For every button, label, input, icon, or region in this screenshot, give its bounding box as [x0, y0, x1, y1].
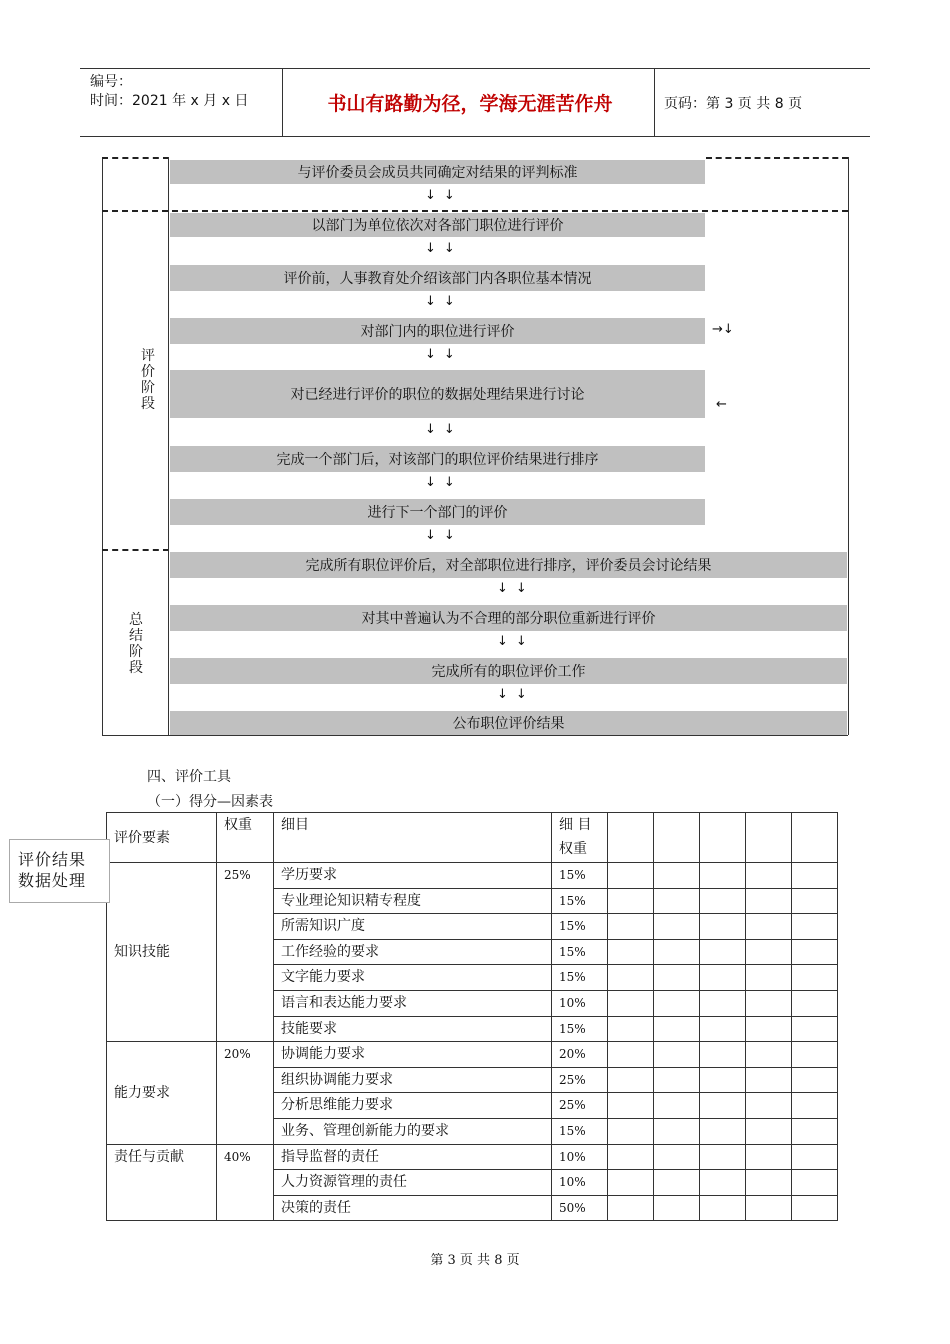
flow-step: 对已经进行评价的职位的数据处理结果进行讨论 — [170, 370, 705, 418]
empty-cell — [700, 1195, 746, 1221]
empty-cell — [608, 1118, 654, 1144]
empty-cell — [746, 1195, 792, 1221]
item-cell: 人力资源管理的责任 — [274, 1170, 552, 1196]
empty-cell — [700, 965, 746, 991]
table-row — [107, 1042, 838, 1068]
empty-cell — [654, 1118, 700, 1144]
empty-cell — [608, 888, 654, 914]
item-weight-cell: 20% — [552, 1042, 608, 1068]
empty-cell — [792, 965, 838, 991]
empty-cell — [746, 914, 792, 940]
flow-step: 完成一个部门后，对该部门的职位评价结果进行排序 — [170, 446, 705, 472]
item-weight-cell: 15% — [552, 888, 608, 914]
header-weight: 权重 — [217, 813, 274, 863]
empty-cell — [700, 939, 746, 965]
empty-cell — [792, 1144, 838, 1170]
empty-cell — [608, 939, 654, 965]
number-label: 编号： — [90, 74, 132, 90]
empty-cell — [700, 1067, 746, 1093]
item-cell: 技能要求 — [274, 1016, 552, 1042]
section-subtitle: （一）得分—因素表 — [147, 794, 273, 810]
stage-divider-dash — [102, 549, 169, 551]
empty-cell — [746, 863, 792, 889]
empty-cell — [792, 888, 838, 914]
item-weight-cell: 15% — [552, 1016, 608, 1042]
item-weight-cell: 25% — [552, 1093, 608, 1119]
stage-eval-label: 评 价 阶 段 — [141, 348, 155, 412]
empty-cell — [654, 1195, 700, 1221]
factor-table — [106, 812, 838, 1221]
right-down-arrow-icon: →↓ — [712, 322, 734, 337]
empty-cell — [654, 965, 700, 991]
empty-cell — [700, 888, 746, 914]
empty-cell — [608, 813, 654, 863]
empty-cell — [608, 914, 654, 940]
header-divider — [282, 69, 283, 136]
item-weight-cell: 10% — [552, 1144, 608, 1170]
empty-cell — [608, 1042, 654, 1068]
empty-cell — [654, 914, 700, 940]
item-cell: 所需知识广度 — [274, 914, 552, 940]
empty-cell — [654, 1093, 700, 1119]
empty-cell — [746, 813, 792, 863]
empty-cell — [700, 1118, 746, 1144]
item-weight-cell: 15% — [552, 1118, 608, 1144]
item-weight-cell: 10% — [552, 990, 608, 1016]
item-weight-cell: 15% — [552, 939, 608, 965]
item-cell: 专业理论知识精专程度 — [274, 888, 552, 914]
empty-cell — [792, 1093, 838, 1119]
empty-cell — [746, 990, 792, 1016]
flow-step: 对部门内的职位进行评价 — [170, 318, 705, 344]
item-cell: 语言和表达能力要求 — [274, 990, 552, 1016]
frame-top-right-dash — [706, 157, 848, 159]
empty-cell — [700, 1042, 746, 1068]
empty-cell — [608, 990, 654, 1016]
empty-cell — [792, 914, 838, 940]
table-header-row — [107, 813, 838, 863]
empty-cell — [746, 1067, 792, 1093]
item-weight-cell: 25% — [552, 1067, 608, 1093]
item-cell: 分析思维能力要求 — [274, 1093, 552, 1119]
time-label: 时间：2021 年 x 月 x 日 — [90, 93, 249, 109]
frame-bottom — [102, 735, 848, 736]
item-cell: 文字能力要求 — [274, 965, 552, 991]
empty-cell — [654, 939, 700, 965]
empty-cell — [608, 965, 654, 991]
item-weight-cell: 15% — [552, 914, 608, 940]
empty-cell — [792, 1042, 838, 1068]
flow-step: 以部门为单位依次对各部门职位进行评价 — [170, 213, 705, 237]
empty-cell — [746, 939, 792, 965]
empty-cell — [654, 1042, 700, 1068]
empty-cell — [746, 1093, 792, 1119]
empty-cell — [792, 1170, 838, 1196]
left-arrow-icon: ← — [716, 397, 727, 412]
empty-cell — [792, 990, 838, 1016]
factor-cell: 知识技能 — [107, 863, 217, 1042]
empty-cell — [700, 1093, 746, 1119]
header-item-weight: 细 目 权重 — [552, 813, 608, 863]
empty-cell — [746, 1170, 792, 1196]
empty-cell — [700, 813, 746, 863]
stage-summary-label: 总 结 阶 段 — [129, 612, 143, 676]
item-cell: 组织协调能力要求 — [274, 1067, 552, 1093]
item-weight-cell: 10% — [552, 1170, 608, 1196]
item-weight-cell: 50% — [552, 1195, 608, 1221]
item-cell: 学历要求 — [274, 863, 552, 889]
table-row — [107, 863, 838, 889]
empty-cell — [746, 1016, 792, 1042]
header-meta — [90, 73, 248, 111]
page-footer: 第 3 页 共 8 页 — [430, 1253, 520, 1268]
down-arrows-icon: ↓↓ — [425, 528, 463, 543]
frame-top-left-dash — [102, 157, 169, 159]
empty-cell — [792, 1195, 838, 1221]
item-cell: 工作经验的要求 — [274, 939, 552, 965]
section-title: 四、评价工具 — [147, 769, 231, 785]
empty-cell — [792, 813, 838, 863]
item-cell: 指导监督的责任 — [274, 1144, 552, 1170]
empty-cell — [654, 1170, 700, 1196]
empty-cell — [746, 888, 792, 914]
empty-cell — [746, 1144, 792, 1170]
down-arrows-icon: ↓↓ — [425, 188, 463, 203]
down-arrows-icon: ↓↓ — [497, 687, 535, 702]
empty-cell — [746, 1042, 792, 1068]
empty-cell — [700, 1144, 746, 1170]
flow-step: 公布职位评价结果 — [170, 711, 847, 735]
empty-cell — [608, 1093, 654, 1119]
stage-divider-dash — [102, 210, 848, 212]
header-page-number: 页码：第 3 页 共 8 页 — [664, 95, 803, 112]
empty-cell — [608, 1195, 654, 1221]
item-cell: 协调能力要求 — [274, 1042, 552, 1068]
empty-cell — [608, 1170, 654, 1196]
empty-cell — [700, 990, 746, 1016]
empty-cell — [608, 863, 654, 889]
empty-cell — [608, 1016, 654, 1042]
item-weight-cell: 15% — [552, 965, 608, 991]
empty-cell — [700, 1016, 746, 1042]
empty-cell — [654, 1016, 700, 1042]
down-arrows-icon: ↓↓ — [425, 422, 463, 437]
flow-step: 进行下一个部门的评价 — [170, 499, 705, 525]
page-header — [80, 68, 870, 137]
empty-cell — [654, 1144, 700, 1170]
down-arrows-icon: ↓↓ — [425, 475, 463, 490]
empty-cell — [608, 1144, 654, 1170]
table-row — [107, 1144, 838, 1170]
empty-cell — [746, 965, 792, 991]
factor-cell: 能力要求 — [107, 1042, 217, 1144]
factor-weight-cell: 20% — [217, 1042, 274, 1144]
header-motto: 书山有路勤为径，学海无涯苦作舟 — [327, 93, 613, 115]
empty-cell — [654, 888, 700, 914]
item-weight-cell: 15% — [552, 863, 608, 889]
empty-cell — [792, 863, 838, 889]
empty-cell — [746, 1118, 792, 1144]
factor-weight-cell: 40% — [217, 1144, 274, 1221]
empty-cell — [654, 990, 700, 1016]
empty-cell — [792, 1067, 838, 1093]
empty-cell — [654, 863, 700, 889]
flow-step: 对其中普遍认为不合理的部分职位重新进行评价 — [170, 605, 847, 631]
flow-step: 完成所有的职位评价工作 — [170, 658, 847, 684]
empty-cell — [654, 813, 700, 863]
item-cell: 业务、管理创新能力的要求 — [274, 1118, 552, 1144]
down-arrows-icon: ↓↓ — [425, 241, 463, 256]
empty-cell — [700, 1170, 746, 1196]
empty-cell — [792, 939, 838, 965]
flow-step: 与评价委员会成员共同确定对结果的评判标准 — [170, 160, 705, 184]
factor-weight-cell: 25% — [217, 863, 274, 1042]
callout-box — [9, 839, 110, 903]
item-cell: 决策的责任 — [274, 1195, 552, 1221]
empty-cell — [700, 914, 746, 940]
callout-text: 评价结果数据处理 — [18, 850, 87, 890]
down-arrows-icon: ↓↓ — [497, 581, 535, 596]
empty-cell — [654, 1067, 700, 1093]
empty-cell — [792, 1118, 838, 1144]
empty-cell — [700, 863, 746, 889]
header-item: 细目 — [274, 813, 552, 863]
flow-step: 评价前，人事教育处介绍该部门内各职位基本情况 — [170, 265, 705, 291]
down-arrows-icon: ↓↓ — [497, 634, 535, 649]
flow-step: 完成所有职位评价后，对全部职位进行排序，评价委员会讨论结果 — [170, 552, 847, 578]
empty-cell — [792, 1016, 838, 1042]
header-factor: 评价要素 — [107, 813, 217, 863]
down-arrows-icon: ↓↓ — [425, 294, 463, 309]
down-arrows-icon: ↓↓ — [425, 347, 463, 362]
empty-cell — [608, 1067, 654, 1093]
stage-column-divider — [168, 157, 169, 735]
factor-cell: 责任与贡献 — [107, 1144, 217, 1221]
